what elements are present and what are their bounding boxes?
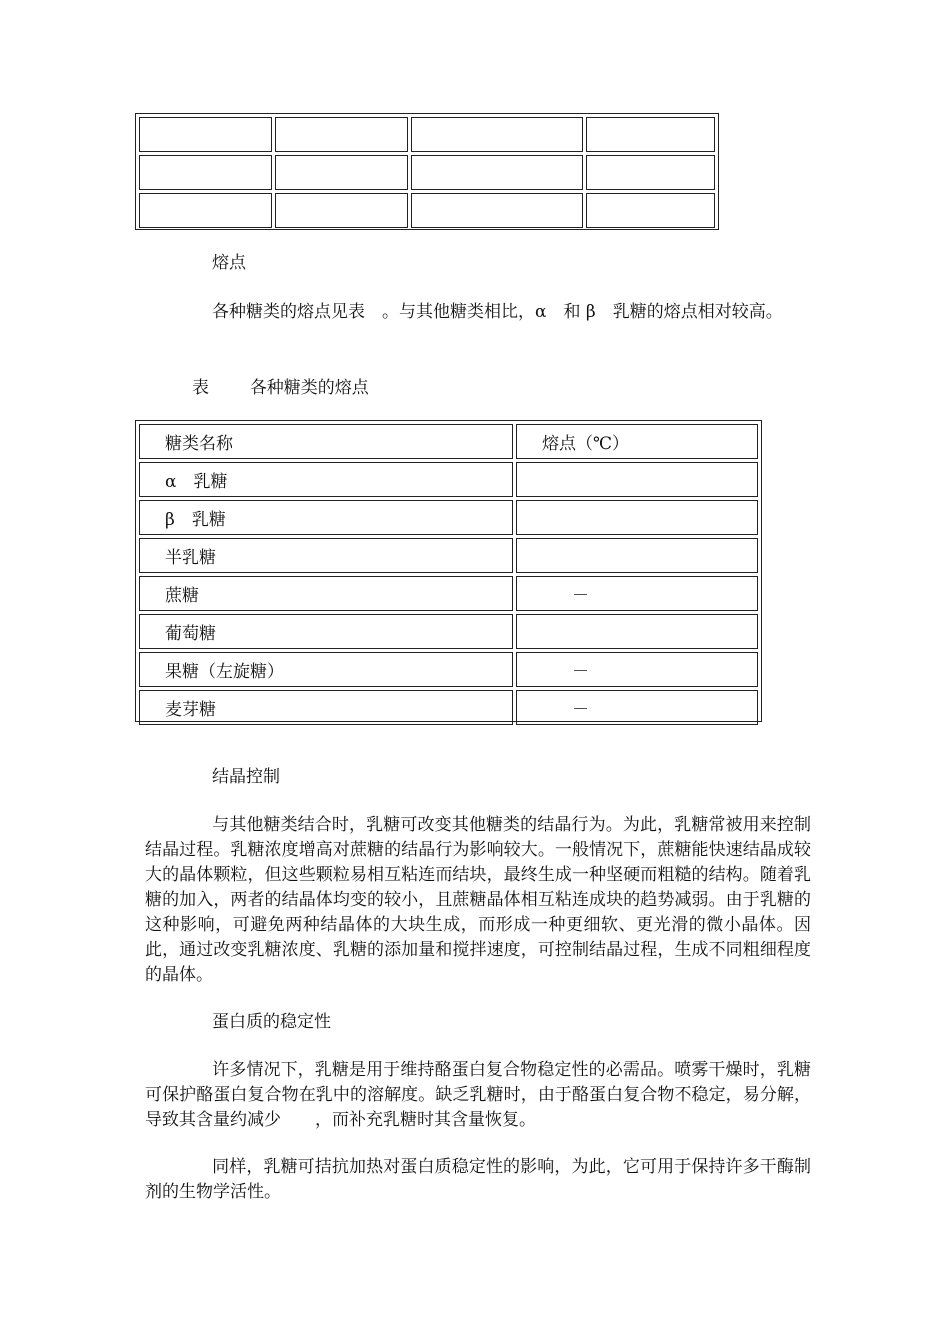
- table-cell: [411, 155, 583, 190]
- table-row: [139, 117, 715, 152]
- paragraph-text: 许多情况下，乳糖是用于维持酪蛋白复合物稳定性的必需品。喷雾干燥时，乳糖可保护酪蛋白复合物在乳中的溶解度。缺乏乳糖时，由于酪蛋白复合物不稳定，易分解，导致其含量约减少 ，而补充乳糖时其含量恢复。: [145, 1060, 811, 1130]
- paragraph-text: 各种糖类的熔点见表 。与其他糖类相比，α 和 β 乳糖的熔点相对较高。: [212, 302, 783, 322]
- table-cell: [586, 193, 715, 228]
- table-header-row: [139, 424, 758, 459]
- crystallization-paragraph: [145, 813, 811, 988]
- sugar-name-cell: 果糖（左旋糖）: [139, 652, 513, 687]
- table-cell: [275, 117, 408, 152]
- table-row: [139, 193, 715, 228]
- crystallization-heading: 结晶控制: [212, 767, 280, 787]
- table-row: [139, 155, 715, 190]
- melting-point-heading: 熔点: [212, 253, 246, 273]
- table-row: [139, 652, 758, 687]
- melting-value-cell: －: [516, 690, 758, 725]
- table-row: [139, 538, 758, 573]
- table-cell: [139, 117, 272, 152]
- table-cell: [586, 155, 715, 190]
- header-sugar-name: 糖类名称: [139, 424, 513, 459]
- paragraph-text: 与其他糖类结合时，乳糖可改变其他糖类的结晶行为。为此，乳糖常被用来控制结晶过程。乳糖浓度增高对蔗糖的结晶行为影响较大。一般情况下，蔗糖能快速结晶成较大的晶体颗粒，但这些颗粒易相互粘连而结块，最终生成一种坚硬而粗糙的结构。随着乳糖的加入，两者的结晶体均变的较小，且蔗糖晶体相互粘连成块的趋势减弱。由于乳糖的这种影响，可避免两种结晶体的大块生成，而形成一种更细软、更光滑的微小晶体。因此，通过改变乳糖浓度、乳糖的添加量和搅拌速度，可控制结晶过程，生成不同粗细程度的晶体。: [145, 815, 811, 985]
- paragraph-text: 同样，乳糖可拮抗加热对蛋白质稳定性的影响，为此，它可用于保持许多干酶制剂的生物学活性。: [145, 1157, 811, 1202]
- sugar-name-cell: 蔗糖: [139, 576, 513, 611]
- melting-value-cell: [516, 538, 758, 573]
- table-cell: [411, 193, 583, 228]
- sugar-name-cell: β 乳糖: [139, 500, 513, 535]
- blank-table: [135, 113, 719, 230]
- table-cell: [411, 117, 583, 152]
- protein-stability-paragraph-1: [145, 1058, 811, 1133]
- table-cell: [139, 155, 272, 190]
- melting-point-paragraph: [145, 300, 811, 325]
- protein-stability-paragraph-2: [145, 1155, 811, 1205]
- melting-value-cell: －: [516, 652, 758, 687]
- protein-stability-heading: 蛋白质的稳定性: [212, 1012, 331, 1032]
- sugar-name-cell: 半乳糖: [139, 538, 513, 573]
- melting-value-cell: [516, 462, 758, 497]
- sugar-name-cell: 麦芽糖: [139, 690, 513, 725]
- table-cell: [275, 155, 408, 190]
- table-cell: [275, 193, 408, 228]
- sugar-name-cell: 葡萄糖: [139, 614, 513, 649]
- table-row: [139, 500, 758, 535]
- melting-point-table: [135, 420, 762, 722]
- melting-value-cell: －: [516, 576, 758, 611]
- melting-value-cell: [516, 614, 758, 649]
- table-row: [139, 576, 758, 611]
- table-row: [139, 614, 758, 649]
- table-cell: [139, 193, 272, 228]
- table-cell: [586, 117, 715, 152]
- caption-prefix: 表: [192, 378, 209, 398]
- caption-title: 各种糖类的熔点: [249, 378, 369, 398]
- table-caption: [192, 376, 369, 401]
- sugar-name-cell: α 乳糖: [139, 462, 513, 497]
- table-row: [139, 690, 758, 725]
- header-melting-point: 熔点（℃）: [516, 424, 758, 459]
- table-row: [139, 462, 758, 497]
- melting-value-cell: [516, 500, 758, 535]
